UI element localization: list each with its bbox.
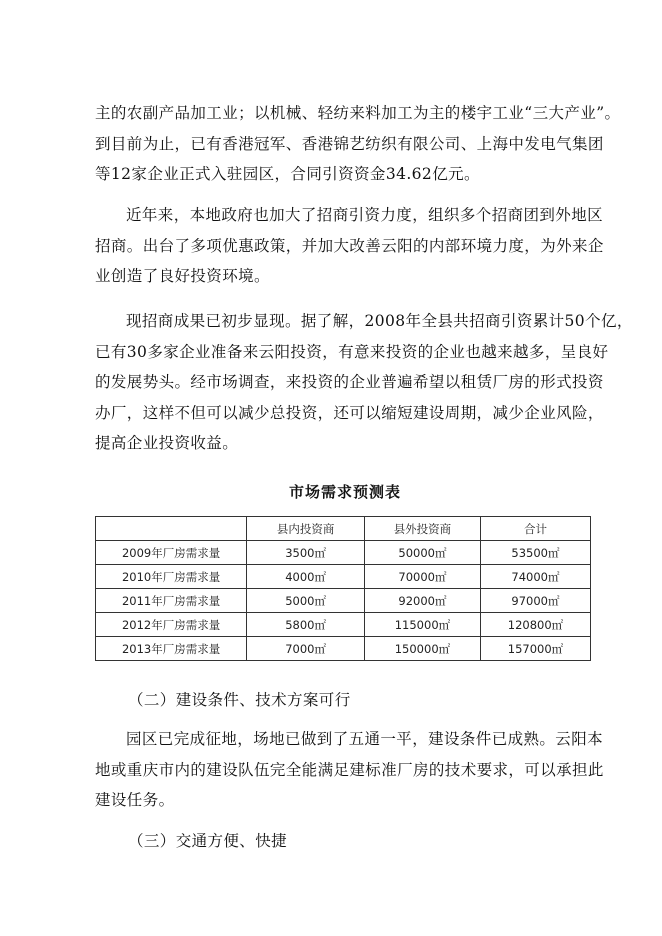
paragraph-line: 招商。出台了多项优惠政策，并加大改善云阳的内部环境力度，为外来企 [95,236,604,255]
total-value: 53500㎡ [480,541,590,565]
paragraph-investment-results [95,306,633,459]
table-row [96,637,591,661]
local-investor-value: 7000㎡ [247,637,365,661]
total-value: 74000㎡ [480,565,590,589]
paragraph-line: 园区已完成征地，场地已做到了五通一平，建设条件已成熟。云阳本 [126,730,604,748]
local-investor-value: 3500㎡ [247,541,365,565]
paragraph-line: 主的农副产品加工业；以机械、轻纺来料加工为主的楼宇工业“三大产业”。 [95,104,621,122]
section-heading-transport: （三）交通方便、快捷 [128,832,288,850]
table-row [96,613,591,637]
table-header-cell: 县内投资商 [247,517,365,541]
paragraph-construction-conditions [95,724,604,816]
paragraph-line: 近年来，本地政府也加大了招商引资力度，组织多个招商团到外地区 [126,206,604,224]
total-value: 157000㎡ [480,637,590,661]
paragraph-line: 地或重庆市内的建设队伍完全能满足建标准厂房的技术要求，可以承担此 [95,760,604,779]
row-label: 2009年厂房需求量 [96,541,247,565]
total-value: 97000㎡ [480,589,590,613]
paragraph-investment-policy [95,200,604,292]
paragraph-line: 的发展势头。经市场调查，来投资的企业普遍希望以租赁厂房的形式投资 [95,373,604,391]
row-label: 2010年厂房需求量 [96,565,247,589]
external-investor-value: 115000㎡ [364,613,480,637]
row-label: 2012年厂房需求量 [96,613,247,637]
table-header-cell [96,517,247,541]
paragraph-line: 建设任务。 [95,791,175,809]
paragraph-line: 等12家企业正式入驻园区，合同引资资金34.62亿元。 [95,165,480,183]
table-row [96,589,591,613]
local-investor-value: 4000㎡ [247,565,365,589]
paragraph-industries [95,98,621,190]
local-investor-value: 5800㎡ [247,613,365,637]
table-header-row [96,517,591,541]
table-row [96,565,591,589]
paragraph-line: 办厂，这样不但可以减少总投资，还可以缩短建设周期，减少企业风险， [95,403,604,422]
table-row [96,541,591,565]
paragraph-line: 已有30多家企业准备来云阳投资，有意来投资的企业也越来越多，呈良好 [95,342,609,361]
row-label: 2011年厂房需求量 [96,589,247,613]
section-heading-construction: （二）建设条件、技术方案可行 [128,691,351,709]
demand-forecast-table [95,516,591,661]
row-label: 2013年厂房需求量 [96,637,247,661]
paragraph-line: 提高企业投资收益。 [95,434,239,452]
table-title: 市场需求预测表 [288,483,401,501]
external-investor-value: 50000㎡ [364,541,480,565]
table-header-cell: 县外投资商 [364,517,480,541]
local-investor-value: 5000㎡ [247,589,365,613]
paragraph-line: 到目前为止，已有香港冠军、香港锦艺纺织有限公司、上海中发电气集团 [95,134,604,153]
table-header-cell: 合计 [480,517,590,541]
paragraph-line: 现招商成果已初步显现。据了解，2008年全县共招商引资累计50个亿， [126,312,633,330]
external-investor-value: 150000㎡ [364,637,480,661]
external-investor-value: 70000㎡ [364,565,480,589]
paragraph-line: 业创造了良好投资环境。 [95,267,270,285]
total-value: 120800㎡ [480,613,590,637]
external-investor-value: 92000㎡ [364,589,480,613]
